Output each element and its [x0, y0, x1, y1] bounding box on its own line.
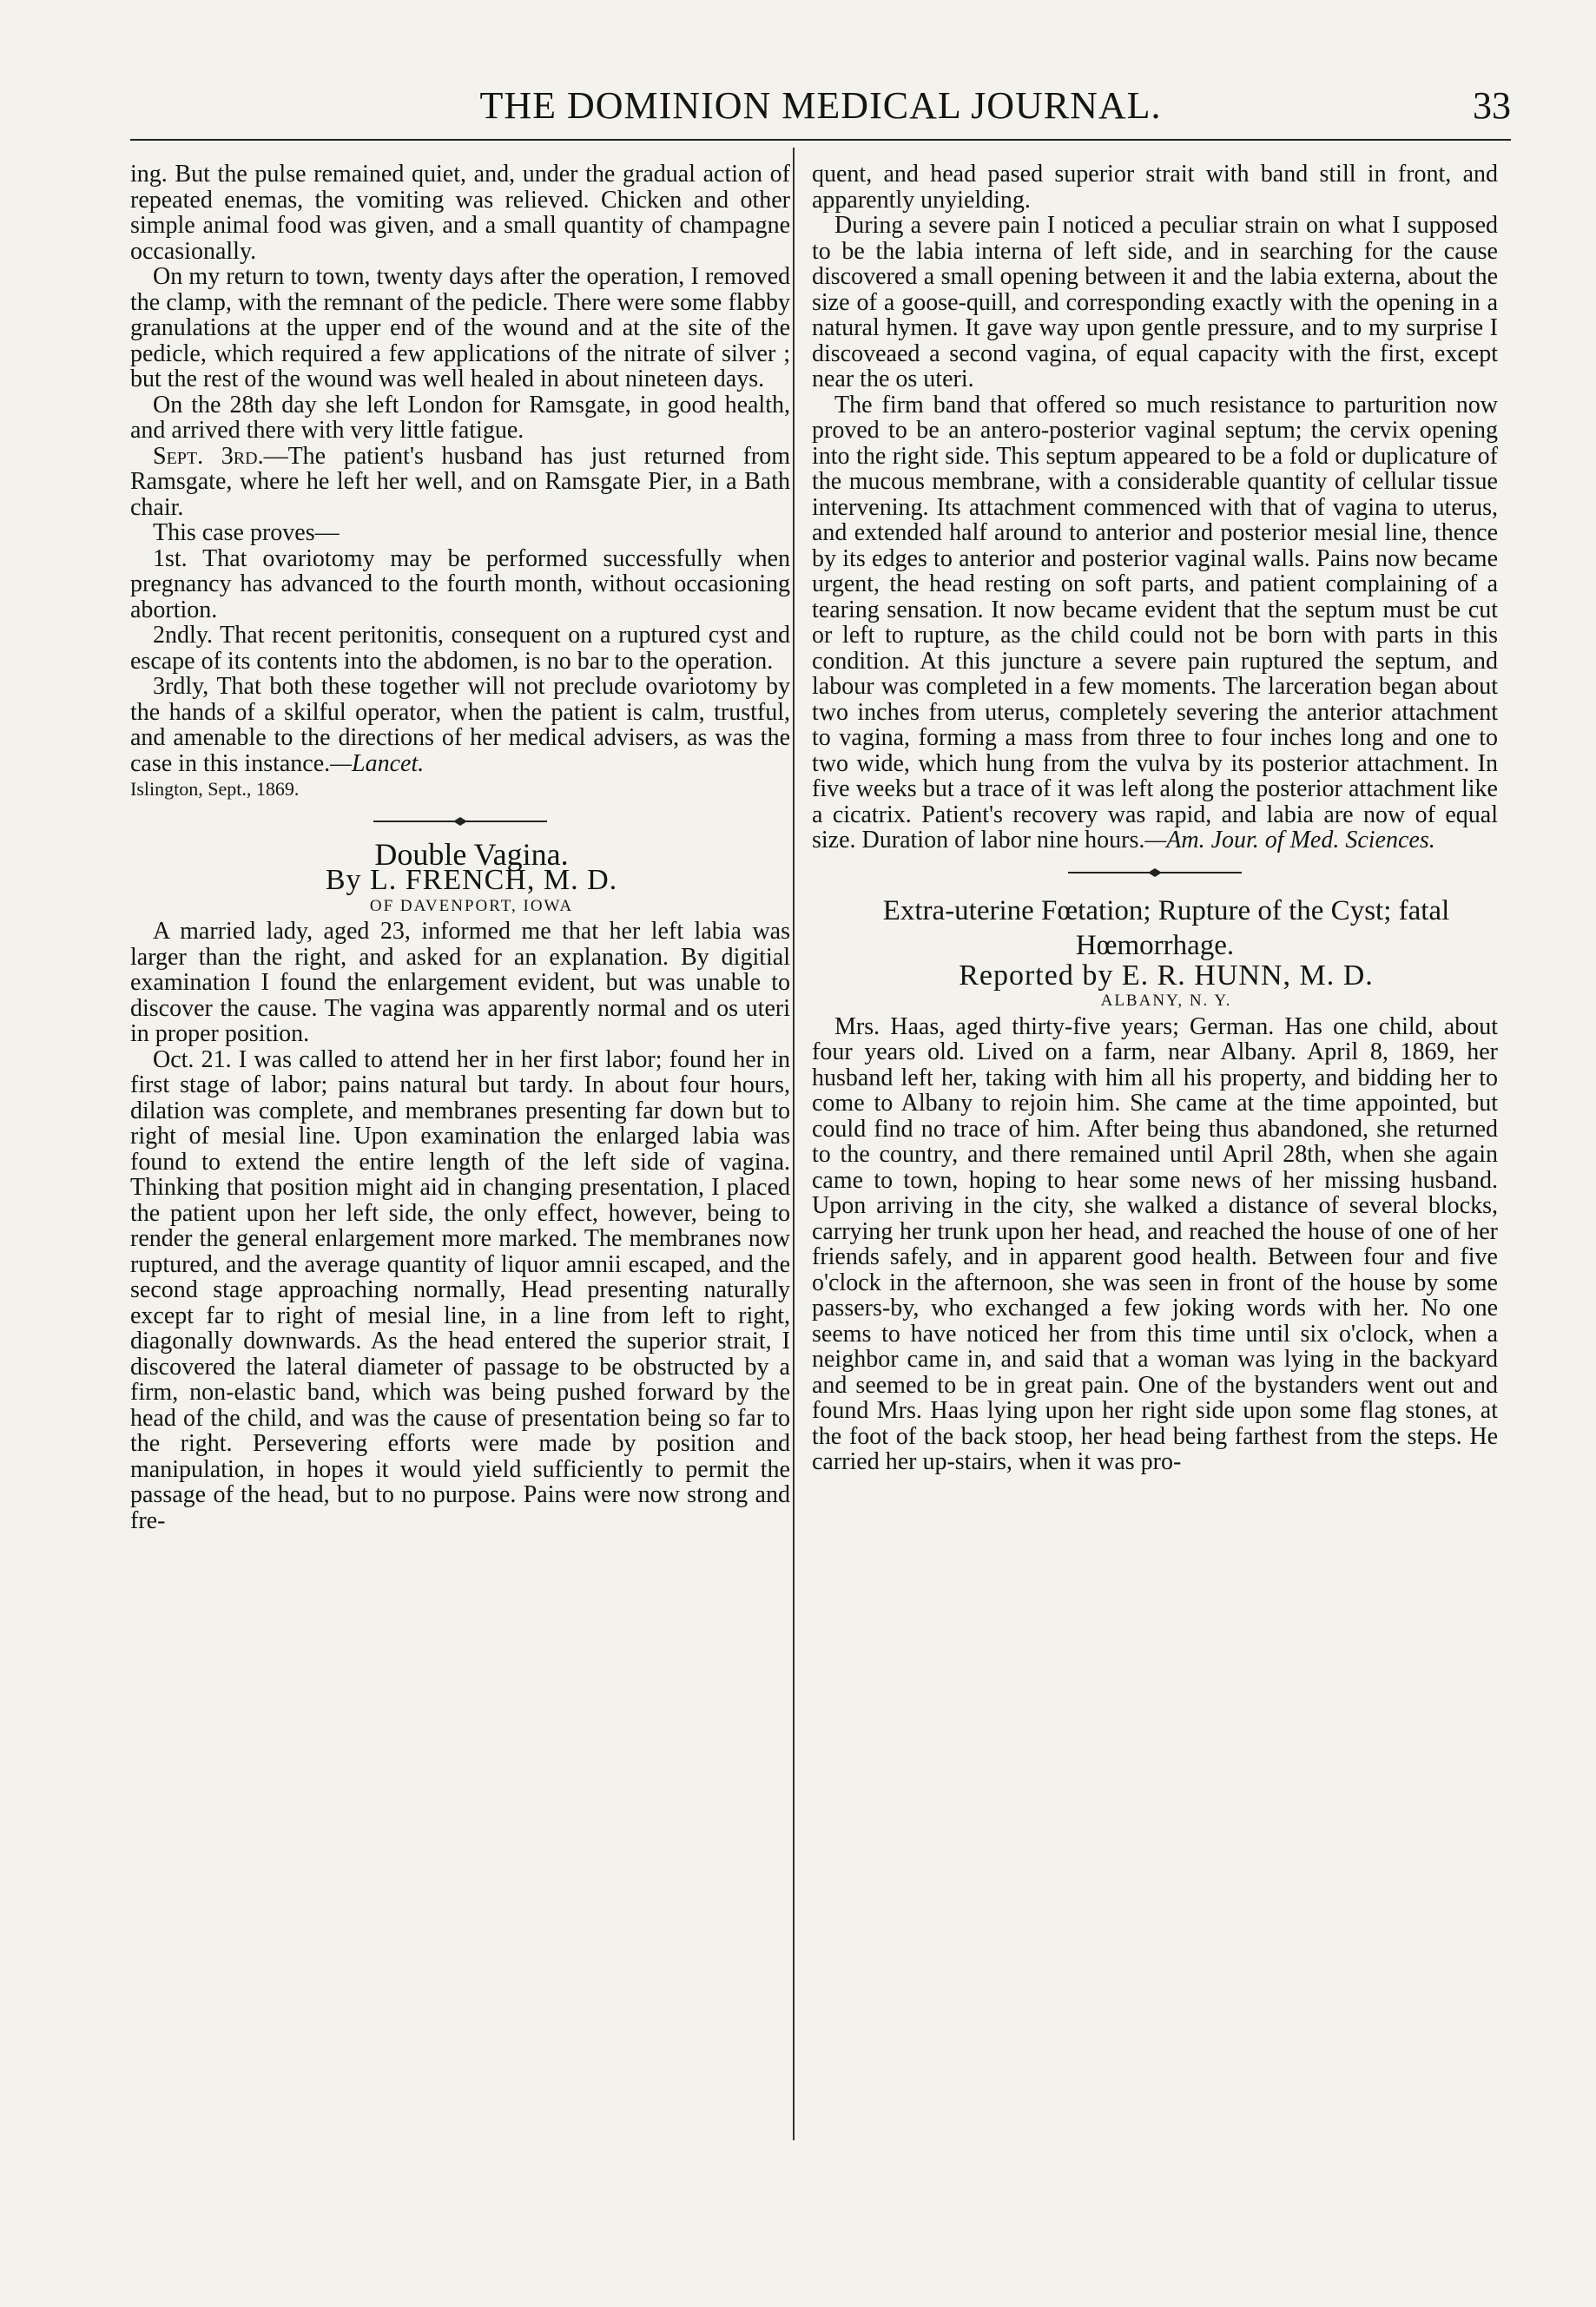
paragraph: A married lady, aged 23, informed me that her left labia was larger than the right, and asked for an explanation. By digitial examination I found the enlargement evident, but was unable to discover the cause. The vagina was apparently normal and os uteri in proper position.	[130, 918, 790, 1047]
paragraph: quent, and head pased superior strait with band still in front, and apparently unyielding.	[812, 161, 1498, 214]
section-ornament	[1068, 867, 1242, 878]
running-title: THE DOMINION MEDICAL JOURNAL.	[479, 84, 1162, 127]
article-byline: Reported by E. R. HUNN, M. D.	[959, 959, 1374, 992]
paragraph-text: 3rdly, That both these together will not preclude ovariotomy by the hands of a skilful operator, when the patient is calm, trustful, and amenable to the directions of her medical advisers, as was the case in this instance.	[130, 673, 790, 777]
paragraph: Oct. 21. I was called to attend her in her first labor; found her in first stage of labor; pains natural but tardy. In about four hours, dilation was complete, and membranes presenting far down but to right of mesial line. Upon examination the enlarged labia was found to extend the entire length of the left side of vagina. Thinking that position might aid in changing presentation, I placed the patient upon her left side, the only effect, however, being to render the general enlargement more marked. The membranes now ruptured, and the average quantity of liquor amnii escaped, and the second stage approaching normally, Head presenting naturally except far to right of mesial line, in a line from left to right, diagonally downwards. As the head entered the superior strait, I discovered the lateral diameter of passage to be obstructed by a firm, non-elastic band, which was being pushed forward by the head of the child, and was the cause of presentation being so far to the right. Persevering efforts were made by position and manipulation, in hopes it would yield sufficiently to permit the passage of the head, but to no purpose. Pains were now strong and fre-	[130, 1045, 790, 1534]
right-column	[812, 161, 1498, 1475]
page-number: 33	[1473, 84, 1511, 127]
source-citation: —Am. Jour. of Med. Sciences.	[1144, 827, 1435, 854]
paragraph: On the 28th day she left London for Ramsgate, in good health, and arrived there with very little fatigue.	[130, 391, 790, 444]
article-title	[812, 893, 1498, 963]
article-title-line: Hœmorrhage.	[1075, 929, 1235, 961]
article-title: Double Vagina.	[374, 836, 569, 872]
paragraph	[130, 444, 790, 521]
paragraph: Mrs. Haas, aged thirty-five years; German. Has one child, about four years old. Lived on a farm, near Albany. April 8, 1869, her husband left her, taking with him all his property, and bidding her to come to Albany to rejoin him. She came at the time appointed, but could find no trace of him. After being thus abandoned, she returned to the country, and there remained until April 28th, when she again came to town, hoping to hear some news of her missing husband. Upon arriving in the city, she walked a distance of several blocks, carrying her trunk upon her head, and reached the house of one of her friends safely, and in apparent good health. Between four and five o'clock in the afternoon, she was seen in front of the house by some passers-by, who exchanged a few joking words with her. No one seems to have noticed her from this time until six o'clock, when a neighbor came in, and said that a woman was lying in the backyard and seemed to be in great pain. One of the bystanders went out and found Mrs. Haas lying upon her right side upon some flag stones, at the foot of the back stoop, her head being farthest from the steps. He carried her up-stairs, when it was pro-	[812, 1012, 1498, 1475]
paragraph: 1st. That ovariotomy may be performed successfully when pregnancy has advanced to the fourth month, without occasioning abortion.	[130, 544, 790, 623]
paragraph: On my return to town, twenty days after the operation, I removed the clamp, with the remnant of the pedicle. There were some flabby granulations at the upper end of the wound and at the site of the pedicle, which required a few applications of the nitrate of silver ; but the rest of the wound was well healed in about nineteen days.	[130, 263, 790, 392]
paragraph: During a severe pain I noticed a peculiar strain on what I supposed to be the labia interna of left side, and in searching for the cause discovered a small opening between it and the labia externa, about the size of a goose-quill, and corresponding exactly with the opening in a natural hymen. It gave way upon gentle pressure, and to my surprise I discoveaed a second vagina, of equal capacity with the first, except near the os uteri.	[812, 212, 1498, 392]
paragraph: This case proves—	[153, 519, 340, 546]
column-divider	[793, 148, 795, 2140]
paragraph-text: —The patient's husband has just returned from Ramsgate, where he left her well, and on Ramsgate Pier, in a Bath chair.	[130, 442, 790, 521]
page-header	[130, 83, 1511, 135]
article-affiliation: ALBANY, N. Y.	[1100, 992, 1232, 1010]
left-column	[130, 161, 790, 1533]
date-label: Sept. 3rd.	[153, 442, 264, 470]
paragraph	[812, 392, 1498, 854]
article-byline: By L. FRENCH, M. D.	[325, 864, 618, 896]
section-ornament	[373, 816, 547, 827]
paragraph: ing. But the pulse remained quiet, and, under the gradual action of repeated enemas, the vomiting was relieved. Chicken and other simple animal food was given, and a small quantity of champagne occasionally.	[130, 161, 790, 265]
source-citation: —Lancet.	[330, 749, 425, 777]
article-title-line: Extra-uterine Fœtation; Rupture of the Cyst; fatal	[882, 894, 1450, 926]
article-affiliation: OF DAVENPORT, IOWA	[369, 896, 574, 915]
paragraph-text: The firm band that offered so much resistance to parturition now proved to be an antero-posterior vaginal septum; the cervix opening into the right side. This septum appeared to be a fold or duplicature of the mucous membrane, with a considerable quantity of cellular tissue intervening. Its attachment commenced with that of vagina to uterus, and extended half around to anterior and posterior mesial line, thence by its edges to anterior and posterior vaginal walls. Pains now became urgent, the head resting on soft parts, and patient complaining of a tearing sensation. It now became evident that the septum must be cut or left to rupture, as the child could not be born with parts in this condition. At this juncture a severe pain ruptured the septum, and labour was completed in a few moments. The larceration began about two inches from uterus, completely severing the anterior attachment to vagina, forming a mass from three to four inches long and one to two wide, which hung from the vulva by its posterior attachment. In five weeks but a trace of it was left along the posterior attachment like a cicatrix. Patient's recovery was rapid, and labia are now of equal size. Duration of labor nine hours.	[812, 391, 1498, 854]
paragraph	[130, 674, 790, 776]
header-rule	[130, 139, 1511, 141]
paragraph: 2ndly. That recent peritonitis, consequent on a ruptured cyst and escape of its contents into the abdomen, is no bar to the operation.	[130, 622, 790, 675]
dateline: Islington, Sept., 1869.	[130, 778, 300, 800]
